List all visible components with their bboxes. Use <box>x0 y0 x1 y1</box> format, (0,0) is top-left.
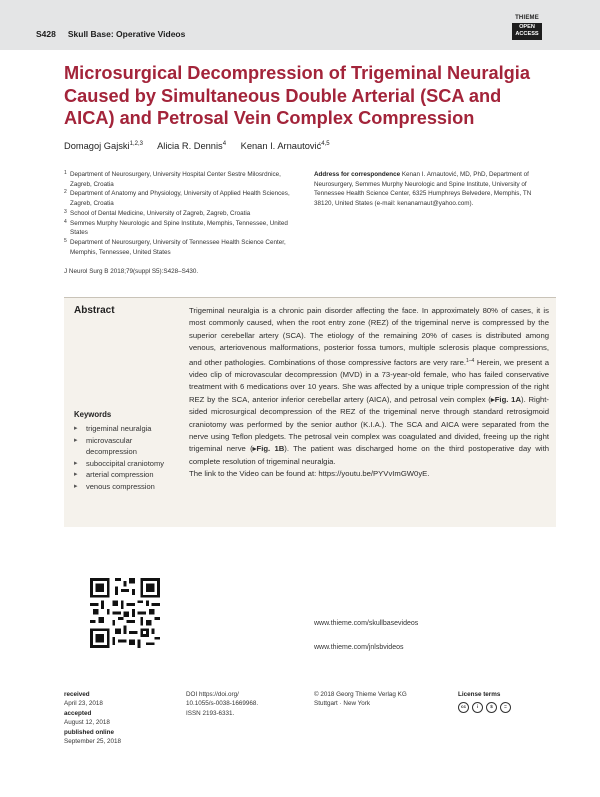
page-number: S428 <box>36 29 56 39</box>
author-name: Domagoj Gajski <box>64 141 130 151</box>
cc-icon[interactable]: cc <box>458 702 469 713</box>
keywords-list <box>74 423 184 493</box>
keywords-heading: Keywords <box>74 410 112 419</box>
thieme-open-access-logo: THIEME OPEN ACCESS <box>512 15 542 45</box>
affiliation: 5 Department of Neurosurgery, University of Tennessee Health Science Center, Memphis, Tennessee, United States <box>64 237 286 256</box>
nc-icon[interactable]: $ <box>486 702 497 713</box>
correspondence-address: Address for correspondence Kenan I. Arnautović, MD, PhD, Department of Neurosurgery, Semmes Murphy Neurologic and Spine Institute, University of Tennessee Health Science Center, 6325 Humphreys Belvedere, Memphis, TN 38120, United States (e-mail: kenanarnaut@yahoo.com). <box>314 171 532 208</box>
article-title: Microsurgical Decompression of Trigeminal Neuralgia Caused by Simultaneous Double Arterial (SCA and AICA) and Petrosal Vein Complex Compression <box>64 63 530 128</box>
figure-1a-link[interactable]: ▸Fig. 1A <box>490 394 522 404</box>
author-name: Kenan I. Arnautović <box>240 141 322 151</box>
doi-link[interactable]: DOI https://doi.org/ <box>186 691 239 698</box>
abstract-paragraph: Trigeminal neuralgia is a chronic pain disorder affecting the face. In approximately 80% of cases, it is most commonly caused, when the root entry zone (REZ) of the trigeminal nerve is compressed by the superior cerebellar artery (SCA). The etiology of the remaining 20% of cases is distributed among venous, arteriovenous malformations, posterior fossa tumors, multiple sclerosis plaque compressions, and other pathologies. Combinations of those compressive factors are very rare.$^{1-4}$ Herein, we present a video clip of microvascular decompression (MVD) in a 73-year-old female, who has failed conservative treatment with 6 medications over 10 years. She was affected by a unique triple compression of the right REZ by the SCA, anterior inferior cerebellar artery (AICA), and petrosal vein complex (▸Fig. 1A). Right-sided microsurgical decompression of the REZ of the trigeminal nerve through standard retrosigmoid craniotomy was performed by the senior author (K.I.A.). The SCA and AICA were separated from the nerve using Teflon pledgets. The petrosal vein complex was coagulated and divided, freeing up the right trigeminal nerve (▸Fig. 1B). The patient was discharged home on the third postoperative day with complete resolution of trigeminal neuralgia. <box>189 306 549 466</box>
doi-block: DOI https://doi.org/ 10.1055/s-0038-1669968. ISSN 2193-6331. <box>186 690 306 718</box>
keyword-item: ▸ microvascular decompression <box>74 435 184 458</box>
affiliation: 3 School of Dental Medicine, University of Zagreb, Zagreb, Croatia <box>64 208 251 217</box>
link-jnlsb-videos[interactable]: www.thieme.com/jnlsbvideos <box>314 644 404 651</box>
affiliation: 2 Department of Anatomy and Physiology, University of Applied Health Sciences, Zagreb, Croatia <box>64 189 290 208</box>
figure-1b-link[interactable]: ▸Fig. 1B <box>252 444 285 454</box>
license-terms: License terms cc i $ = <box>458 690 548 713</box>
by-icon[interactable]: i <box>472 702 483 713</box>
keyword-item: ▸ venous compression <box>74 481 184 493</box>
header-bar <box>0 0 600 50</box>
reference-superscript: 1–4 <box>466 357 475 364</box>
keyword-item: ▸ trigeminal neuralgia <box>74 423 184 435</box>
video-links <box>314 620 418 668</box>
affiliations <box>64 170 300 257</box>
author-name: Alicia R. Dennis <box>157 141 223 151</box>
author-list: Domagoj Gajski$^{1,2,3}$ Alicia R. Dennis$^4$ Kenan I. Arnautović$^{4,5}$ <box>64 141 330 151</box>
link-skullbase-videos[interactable]: www.thieme.com/skullbasevideos <box>314 620 419 627</box>
keyword-item: ▸ suboccipital craniotomy <box>74 458 184 470</box>
qr-code-icon[interactable] <box>90 578 160 648</box>
running-head <box>36 29 185 39</box>
abstract-text <box>189 305 549 481</box>
affiliation: 1 Department of Neurosurgery, University Hospital Center Sestre Milosrdnice, Zagreb, Croatia <box>64 170 281 188</box>
affiliation: 4 Semmes Murphy Neurologic and Spine Institute, Memphis, Tennessee, United States <box>64 218 288 237</box>
abstract-heading: Abstract <box>74 305 115 316</box>
journal-section: Skull Base: Operative Videos <box>67 29 186 39</box>
copyright-notice: © 2018 Georg Thieme Verlag KG Stuttgart · New York <box>314 691 407 708</box>
article-dates: received April 23, 2018 accepted August 12, 2018 published online September 25, 2018 <box>64 691 122 746</box>
journal-citation: J Neurol Surg B 2018;79(suppl S5):S428–S430. <box>64 268 199 275</box>
nd-icon[interactable]: = <box>500 702 511 713</box>
video-link-paragraph[interactable]: The link to the Video can be found at: https://youtu.be/PYVvImGW0yE. <box>189 469 430 479</box>
keyword-item: ▸ arterial compression <box>74 469 184 481</box>
